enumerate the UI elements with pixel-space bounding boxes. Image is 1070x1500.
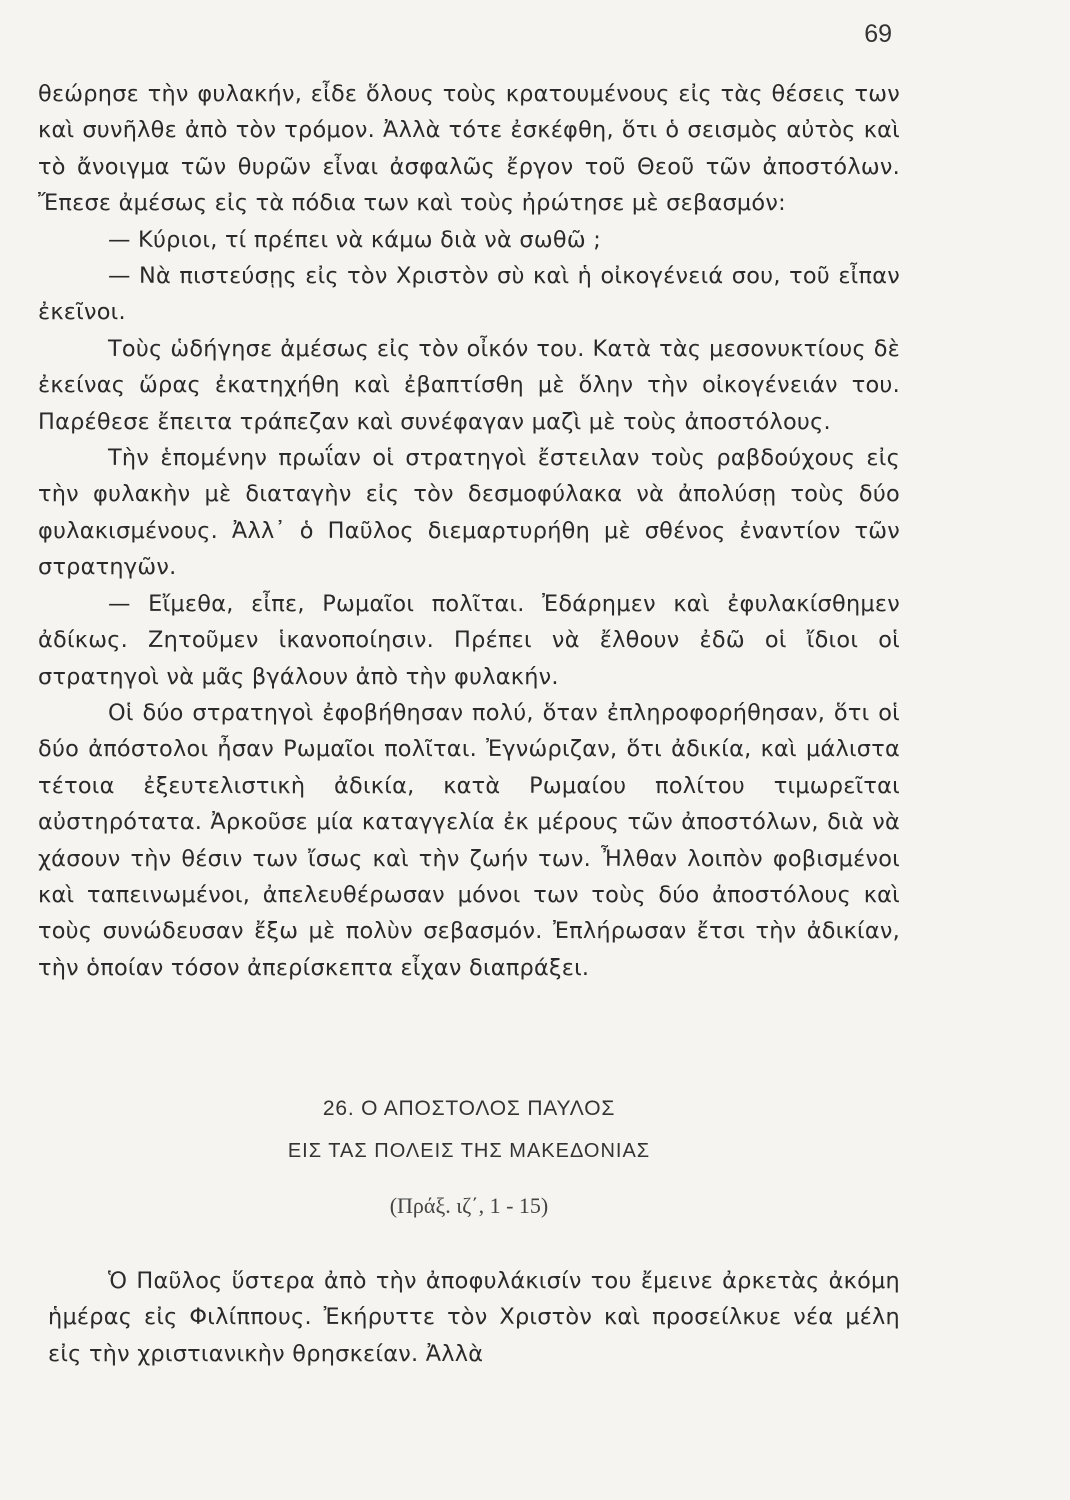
paragraph: Τοὺς ὡδήγησε ἀμέσως εἰς τὸν οἶκόν του. Κατὰ τὰς μεσονυκτίους δὲ ἐκείνας ὥρας ἐκατηχήθη καὶ ἐβαπτίσθη μὲ ὅλην τὴν οἰκογένειάν του. Παρέθεσε ἔπειτα τράπεζαν καὶ συνέφαγαν μαζὶ μὲ τοὺς ἀποστόλους.	[38, 335, 900, 435]
main-text	[38, 76, 900, 986]
paragraph: Οἱ δύο στρατηγοὶ ἐφοβήθησαν πολύ, ὅταν ἐπληροφορήθησαν, ὅτι οἱ δύο ἀπόστολοι ἦσαν Ρωμαῖοι πολῖται. Ἐγνώριζαν, ὅτι ἀδικία, καὶ μάλιστα τέτοια ἐξευτελιστικὴ ἀδικία, κατὰ Ρωμαίου πολίτου τιμωρεῖται αὐστηρότατα. Ἀρκοῦσε μία καταγγελία ἐκ μέρους τῶν ἀποστόλων, διὰ νὰ χάσουν τὴν θέσιν των ἴσως καὶ τὴν ζωήν των. Ἦλθαν λοιπὸν φοβισμένοι καὶ ταπεινωμένοι, ἀπελευθέρωσαν μόνοι των τοὺς δύο ἀποστόλους καὶ τοὺς συνώδευσαν ἔξω μὲ πολὺν σεβασμόν. Ἐπλήρωσαν ἔτσι τὴν ἀδικίαν, τὴν ὁποίαν τόσον ἀπερίσκεπτα εἶχαν διαπράξει.	[38, 699, 900, 981]
paragraph: — Κύριοι, τί πρέπει νὰ κάμω διὰ νὰ σωθῶ ;	[108, 226, 601, 253]
scripture-reference: (Πράξ. ιζ΄, 1 - 15)	[389, 1193, 549, 1218]
paragraph: Τὴν ἑπομένην πρωΐαν οἱ στρατηγοὶ ἔστειλαν τοὺς ραβδούχους εἰς τὴν φυλακὴν μὲ διαταγὴν εἰς τὸν δεσμοφύλακα νὰ ἀπολύσῃ τοὺς δύο φυλακισμένους. Ἀλλ᾽ ὁ Παῦλος διεμαρτυρήθη μὲ σθένος ἐναντίον τῶν στρατηγῶν.	[38, 445, 900, 581]
page-number: 69	[864, 20, 892, 48]
chapter-subheading: ΕΙΣ ΤΑΣ ΠΟΛΕΙΣ ΤΗΣ ΜΑΚΕΔΟΝΙΑΣ	[287, 1140, 651, 1162]
paragraph: — Εἴμεθα, εἶπε, Ρωμαῖοι πολῖται. Ἐδάρημεν καὶ ἐφυλακίσθημεν ἀδίκως. Ζητοῦμεν ἱκανοποίησιν. Πρέπει νὰ ἔλθουν ἐδῶ οἱ ἴδιοι οἱ στρατηγοὶ νὰ μᾶς βγάλουν ἀπὸ τὴν φυλακήν.	[38, 590, 900, 690]
paragraph: Ὁ Παῦλος ὕστερα ἀπὸ τὴν ἀποφυλάκισίν του ἔμεινε ἀρκετὰς ἀκόμη ἡμέρας εἰς Φιλίππους. Ἐκήρυττε τὸν Χριστὸν καὶ προσείλκυε νέα μέλη εἰς τὴν χριστιανικὴν θρησκείαν. Ἀλλὰ	[48, 1268, 900, 1367]
chapter-heading: 26. Ο ΑΠΟΣΤΟΛΟΣ ΠΑΥΛΟΣ	[322, 1097, 616, 1120]
paragraph: — Νὰ πιστεύσῃς εἰς τὸν Χριστὸν σὺ καὶ ἡ οἰκογένειά σου, τοῦ εἶπαν ἐκεῖνοι.	[38, 263, 900, 326]
chapter-text	[48, 1263, 900, 1372]
paragraph: θεώρησε τὴν φυλακήν, εἶδε ὅλους τοὺς κρατουμένους εἰς τὰς θέσεις των καὶ συνῆλθε ἀπὸ τὸν τρόμον. Ἀλλὰ τότε ἐσκέφθη, ὅτι ὁ σεισμὸς αὐτὸς καὶ τὸ ἄνοιγμα τῶν θυρῶν εἶναι ἀσφαλῶς ἔργον τοῦ Θεοῦ τῶν ἀποστόλων. Ἔπεσε ἀμέσως εἰς τὰ πόδια των καὶ τοὺς ἠρώτησε μὲ σεβασμόν:	[38, 81, 900, 217]
